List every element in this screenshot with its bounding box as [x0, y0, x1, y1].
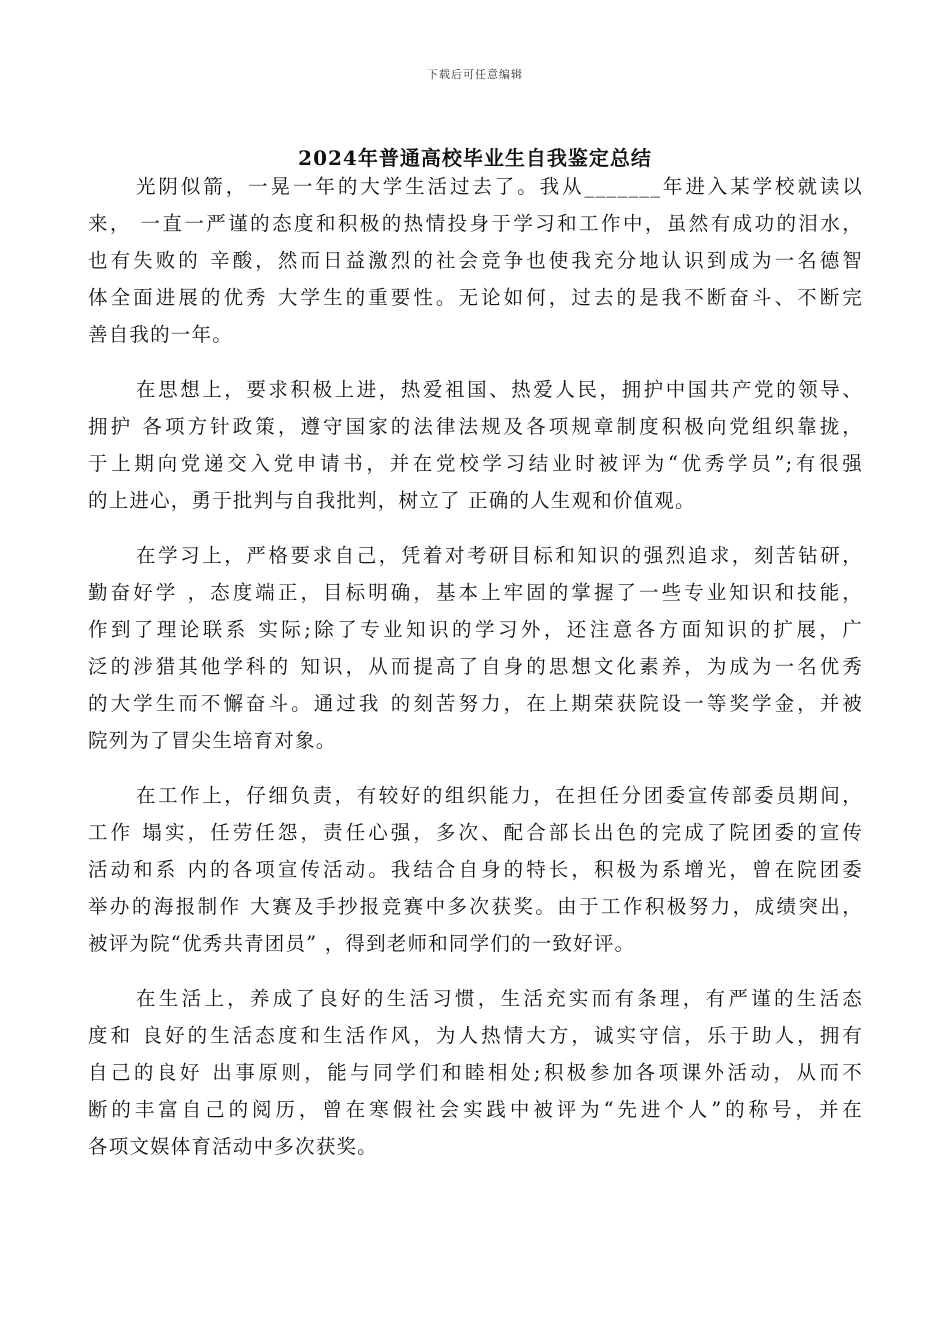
text-line: 在工作上，仔细负责，有较好的组织能力，在担任分团委宣传部委员期间， [136, 784, 863, 807]
text-line: 各项文娱体育活动中多次获奖。 [88, 1135, 378, 1158]
text-line: 善自我的一年。 [88, 323, 233, 346]
text-line: 在思想上，要求积极上进，热爱祖国、热爱人民，拥护中国共产党的领导、 [136, 378, 863, 401]
text-line: 于上期向党递交入党申请书，并在党校学习结业时被评为“优秀学员”;有很强 [88, 452, 863, 475]
text-line: 在生活上，养成了良好的生活习惯，生活充实而有条理，有严谨的生活态 [136, 987, 863, 1010]
text-line: 的上进心，勇于批判与自我批判，树立了 正确的人生观和价值观。 [88, 489, 696, 512]
text-line: 拥护 各项方针政策，遵守国家的法律法规及各项规章制度积极向党组织靠拢， [88, 415, 863, 438]
text-line: 自己的良好 出事原则，能与同学们和睦相处;积极参加各项课外活动，从而不 [88, 1061, 863, 1084]
text-line: 被评为院“优秀共青团员” ，得到老师和同学们的一致好评。 [88, 932, 636, 955]
text-line: 断的丰富自己的阅历，曾在寒假社会实践中被评为“先进个人”的称号，并在 [88, 1098, 863, 1121]
paragraph [88, 980, 863, 1165]
paragraph [88, 777, 863, 962]
text-line: 作到了理论联系 实际;除了专业知识的学习外，还注意各方面知识的扩展，广 [88, 618, 863, 641]
text-line: 举办的海报制作 大赛及手抄报竞赛中多次获奖。由于工作积极努力，成绩突出， [88, 895, 863, 918]
text-line: 工作 塌实，任劳任怨，责任心强，多次、配合部长出色的完成了院团委的宣传 [88, 821, 863, 844]
text-line: 光阴似箭，一晃一年的大学生活过去了。我从_______年进入某学校就读以 [136, 175, 863, 198]
text-line: 活动和系 内的各项宣传活动。我结合自身的特长，积极为系增光，曾在院团委 [88, 858, 863, 881]
document-title: 2024年普通高校毕业生自我鉴定总结 [298, 146, 652, 170]
text-line: 勤奋好学 ，态度端正，目标明确，基本上牢固的掌握了一些专业知识和技能， [88, 581, 863, 604]
text-line: 院列为了冒尖生培育对象。 [88, 729, 337, 752]
text-line: 在学习上，严格要求自己，凭着对考研目标和知识的强烈追求，刻苦钻研， [136, 544, 863, 567]
text-line: 泛的涉猎其他学科的 知识，从而提高了自身的思想文化素养，为成为一名优秀 [88, 655, 863, 678]
text-line: 也有失败的 辛酸，然而日益激烈的社会竞争也使我充分地认识到成为一名德智 [88, 249, 863, 272]
header-note: 下载后可任意编辑 [427, 68, 523, 81]
text-line: 的大学生而不懈奋斗。通过我 的刻苦努力，在上期荣获院设一等奖学金，并被 [88, 692, 863, 715]
text-line: 来， 一直一严谨的态度和积极的热情投身于学习和工作中，虽然有成功的泪水， [88, 212, 863, 235]
paragraph [88, 537, 863, 759]
text-line: 度和 良好的生活态度和生活作风，为人热情大方，诚实守信，乐于助人，拥有 [88, 1024, 863, 1047]
text-line: 体全面进展的优秀 大学生的重要性。无论如何，过去的是我不断奋斗、不断完 [88, 286, 863, 309]
document-body [88, 168, 863, 1183]
paragraph [88, 168, 863, 353]
paragraph [88, 371, 863, 519]
